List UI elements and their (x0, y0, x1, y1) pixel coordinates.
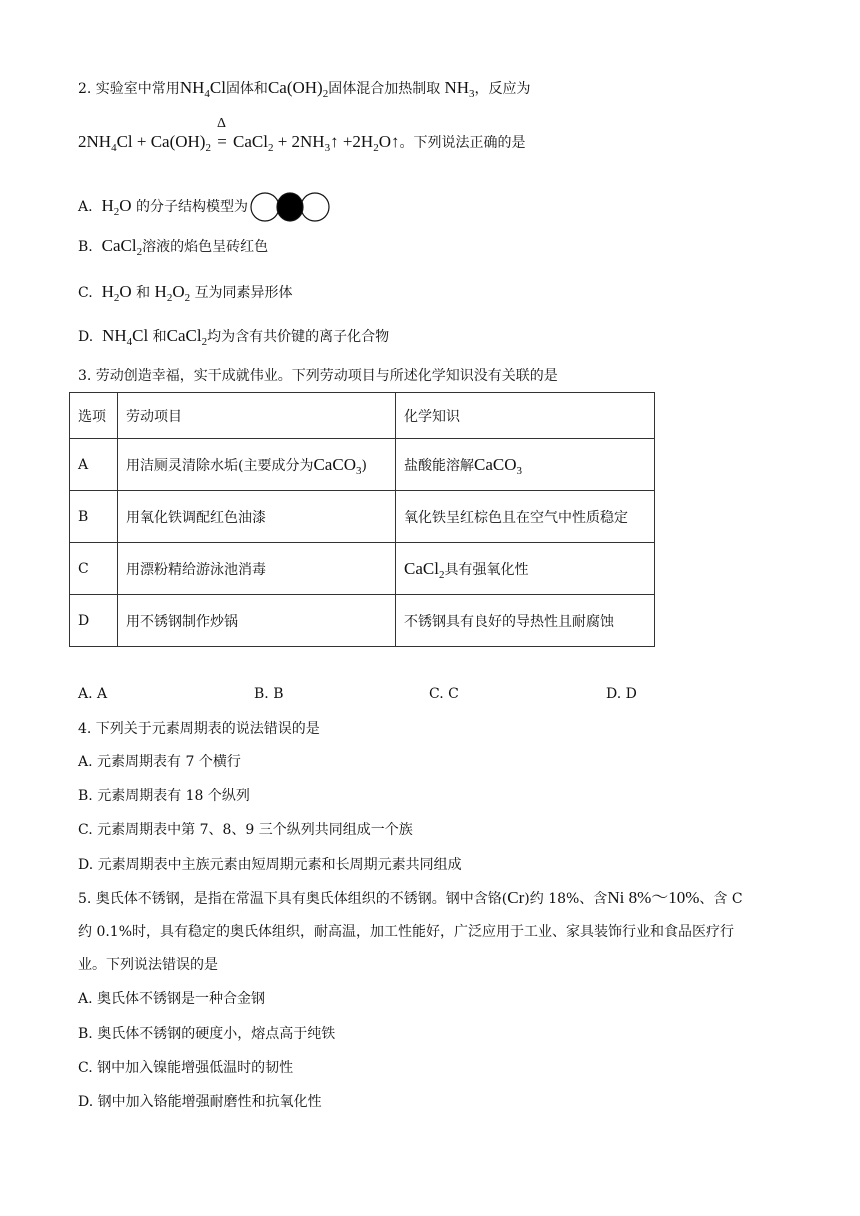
row-knowledge: 氧化铁呈红棕色且在空气中性质稳定 (396, 491, 655, 543)
q5-stem-line3: 业。下列说法错误的是 (78, 957, 218, 973)
q4-option-c: C. 元素周期表中第 7、8、9 三个纵列共同组成一个族 (78, 822, 413, 838)
q3-stem: 3. 劳动创造幸福，实干成就伟业。下列劳动项目与所述化学知识没有关联的是 (78, 368, 558, 384)
q3-choice-c: C. C (429, 686, 459, 702)
q5-option-a: A. 奥氏体不锈钢是一种合金钢 (78, 991, 266, 1007)
q2-option-d: D. $NH_4Cl$ 和CaCl$_2$均为含有共价键的离子化合物 (78, 326, 390, 348)
row-labor: 用漂粉精给游泳池消毒 (118, 543, 396, 595)
q4-option-a: A. 元素周期表有 7 个横行 (78, 754, 241, 770)
q3-table (69, 392, 655, 647)
formula-nh4cl: $NH_4Cl$ (179, 78, 226, 100)
q3-choice-a: A. A (78, 686, 108, 702)
q4-option-d: D. 元素周期表中主族元素由短周期元素和长周期元素共同组成 (78, 857, 462, 873)
header-option: 选项 (70, 393, 118, 439)
heat-equals-sign: Δ = (216, 116, 227, 151)
row-labor: 用洁厕灵清除水垢(主要成分为CaCO$_3$) (118, 439, 396, 491)
q5-option-d: D. 钢中加入铬能增强耐磨性和抗氧化性 (78, 1094, 322, 1110)
table-row (70, 439, 655, 491)
header-knowledge: 化学知识 (396, 393, 655, 439)
table-row (70, 595, 655, 647)
q5-stem-line1: 5. 奥氏体不锈钢，是指在常温下具有奥氏体组织的不锈钢。钢中含铬(Cr)约 18%、含Ni 8%～10%、含 C (78, 888, 743, 907)
table-row (70, 543, 655, 595)
row-option: D (70, 595, 118, 647)
table-header-row (70, 393, 655, 439)
q5-stem-line2: 约 0.1%时，具有稳定的奥氏体组织，耐高温，加工性能好，广泛应用于工业、家具装饰行业和食品医疗行 (78, 924, 735, 940)
q5-option-c: C. 钢中加入镍能增强低温时的韧性 (78, 1060, 294, 1076)
q2-option-a: A. $H_2O$ 的分子结构模型为 (78, 192, 330, 222)
q2-option-b: B. CaCl$_2$溶液的焰色呈砖红色 (78, 236, 269, 258)
q4-stem: 4. 下列关于元素周期表的说法错误的是 (78, 721, 320, 737)
q3-choice-b: B. B (254, 686, 284, 702)
q4-option-b: B. 元素周期表有 18 个纵列 (78, 788, 250, 804)
q2-stem: 2. 实验室中常用$NH_4Cl$固体和$Ca(OH)_2$固体混合加热制取 $NH_3$，反应为 (78, 78, 531, 100)
q5-option-b: B. 奥氏体不锈钢的硬度小，熔点高于纯铁 (78, 1026, 336, 1042)
row-labor: 用氧化铁调配红色油漆 (118, 491, 396, 543)
reaction-equation: $2NH_4Cl + Ca(OH)_2$ Δ = CaCl$_2$ + $2NH_3↑$ $+2H_2O↑$。下列说法正确的是 (78, 116, 526, 154)
water-molecule-model-icon (250, 192, 330, 222)
table-row (70, 491, 655, 543)
row-knowledge: 盐酸能溶解CaCO$_3$ (396, 439, 655, 491)
q2-stem-text: 2. 实验室中常用 (78, 81, 180, 97)
header-labor: 劳动项目 (118, 393, 396, 439)
row-labor: 用不锈钢制作炒锅 (118, 595, 396, 647)
formula-caoh2: $Ca(OH)_2$ (267, 78, 329, 100)
row-knowledge: CaCl$_2$具有强氧化性 (396, 543, 655, 595)
q3-choice-d: D. D (606, 686, 637, 702)
row-option: A (70, 439, 118, 491)
equation-suffix: 。下列说法正确的是 (399, 135, 526, 151)
row-option: C (70, 543, 118, 595)
q2-option-c: C. $H_2O$ 和 $H_2O_2$ 互为同素异形体 (78, 282, 293, 304)
row-knowledge: 不锈钢具有良好的导热性且耐腐蚀 (396, 595, 655, 647)
row-option: B (70, 491, 118, 543)
formula-nh3: $NH_3$ (444, 78, 475, 100)
